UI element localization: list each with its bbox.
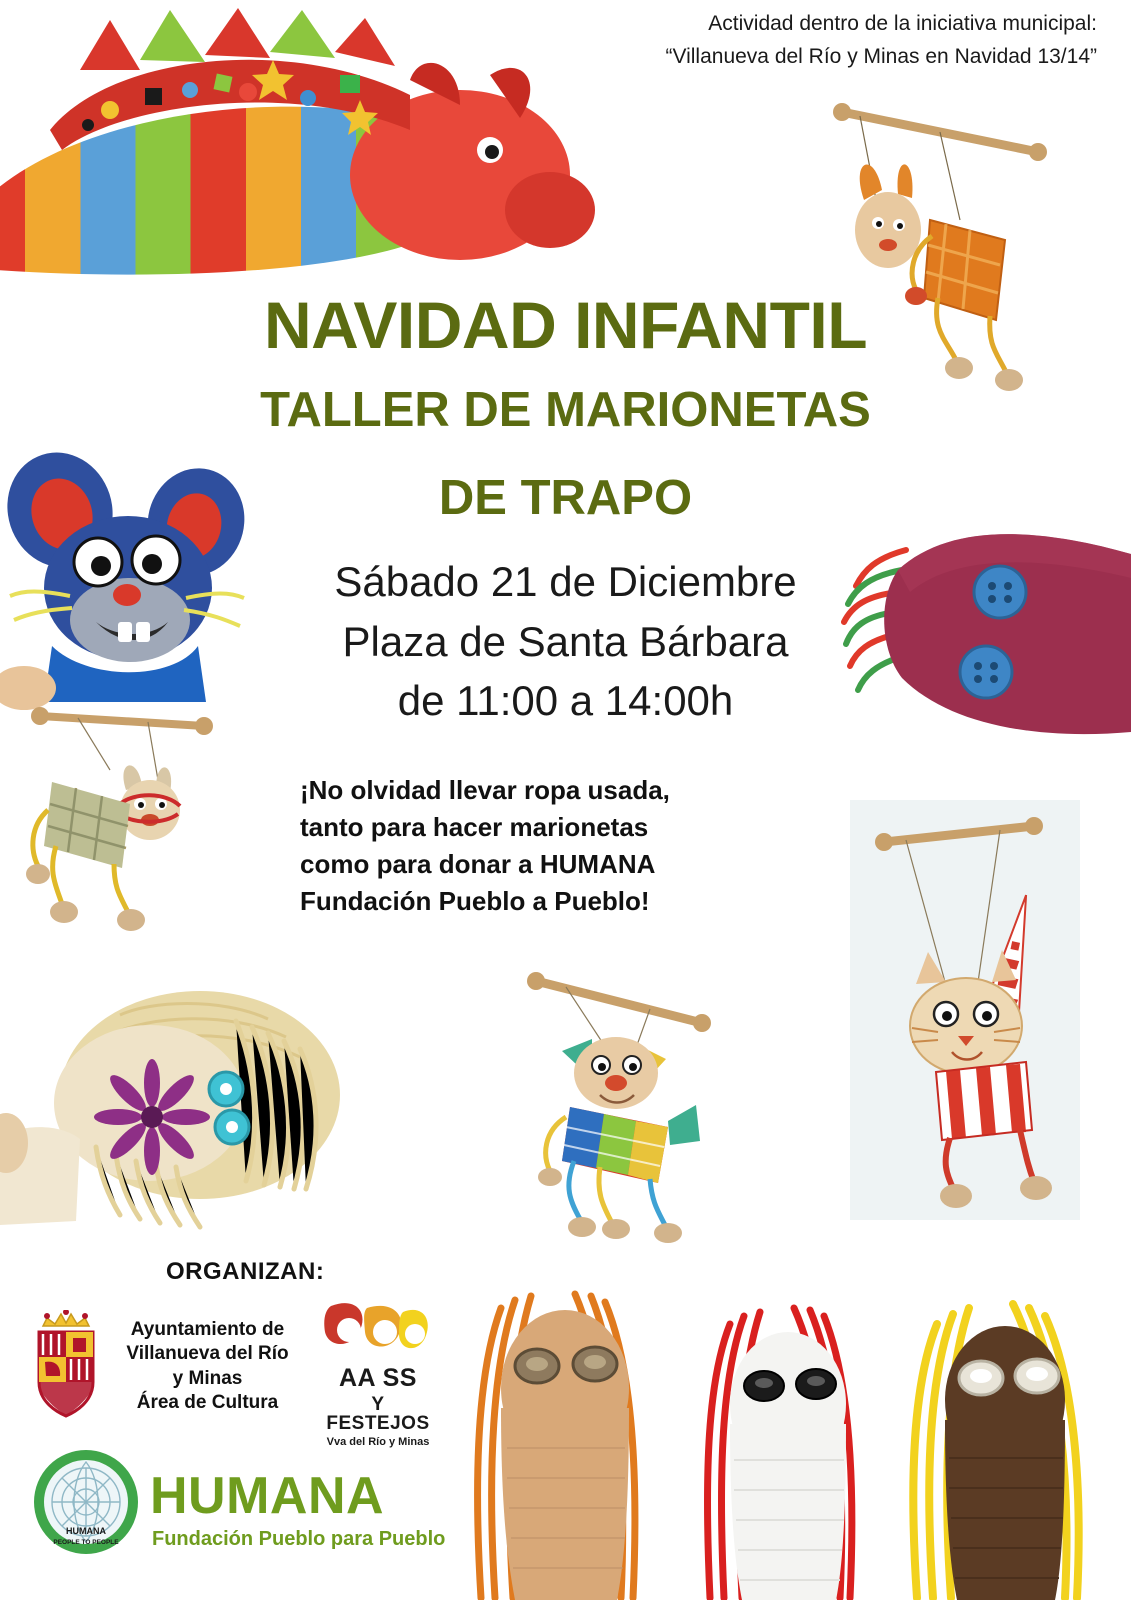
humana-globe-icon: [32, 1448, 140, 1556]
svg-text:PEOPLE TO PEOPLE: PEOPLE TO PEOPLE: [53, 1539, 119, 1546]
ayuntamiento-crest-icon: [33, 1310, 99, 1420]
event-date: Sábado 21 de Diciembre: [334, 558, 797, 605]
event-place: Plaza de Santa Bárbara: [342, 617, 789, 665]
yellow-hair-sock-puppet: [895, 1290, 1115, 1600]
aass-mark-icon: [323, 1300, 433, 1362]
aass-title-line-2: Y FESTEJOS: [326, 1394, 430, 1434]
organizers-label: ORGANIZAN:: [166, 1258, 325, 1285]
page-title: NAVIDAD INFANTIL: [263, 288, 868, 362]
ayto-line-1: Ayuntamiento de: [130, 1319, 285, 1340]
striped-cat-marionette: [850, 800, 1080, 1220]
humana-tagline: Fundación Pueblo para Pueblo: [152, 1528, 446, 1550]
humana-wordmark: HUMANA: [150, 1467, 385, 1525]
checkered-donkey-marionette: [18, 700, 248, 950]
red-hair-sock-puppet: [690, 1300, 890, 1600]
orange-hair-sock-puppet: [455, 1278, 675, 1600]
aass-festejos-logo: [318, 1300, 438, 1448]
ayto-line-2: Villanueva del Río: [126, 1343, 289, 1365]
ayto-line-3: y Minas: [172, 1367, 243, 1389]
note-line-4: Fundación Pueblo a Pueblo!: [300, 885, 650, 916]
subtitle-line-2: DE TRAPO: [438, 471, 693, 525]
initiative-line-2: “Villanueva del Río y Minas en Navidad 13/14”: [665, 44, 1097, 68]
initiative-header: [477, 8, 1097, 73]
rainbow-dog-marionette: [500, 955, 740, 1245]
aass-title-line-1: AA SS: [339, 1364, 417, 1392]
note-line-3: como para donar a HUMANA: [300, 848, 656, 879]
initiative-line-1: Actividad dentro de la iniciativa municipal:: [708, 12, 1097, 35]
note-line-2: tanto para hacer marionetas: [300, 811, 649, 842]
blonde-yarn-hand-puppet: [0, 975, 360, 1245]
note-line-1: ¡No olvidad llevar ropa usada,: [300, 775, 670, 805]
svg-text:HUMANA: HUMANA: [66, 1526, 106, 1536]
bring-clothes-note: [300, 772, 830, 920]
aass-subtitle: Vva del Río y Minas: [326, 1436, 430, 1448]
ayuntamiento-text: [110, 1318, 305, 1415]
subtitle-line-1: TALLER DE MARIONETAS: [260, 383, 871, 437]
event-time: de 11:00 a 14:00h: [397, 677, 734, 725]
ayto-line-4: Área de Cultura: [136, 1391, 279, 1413]
